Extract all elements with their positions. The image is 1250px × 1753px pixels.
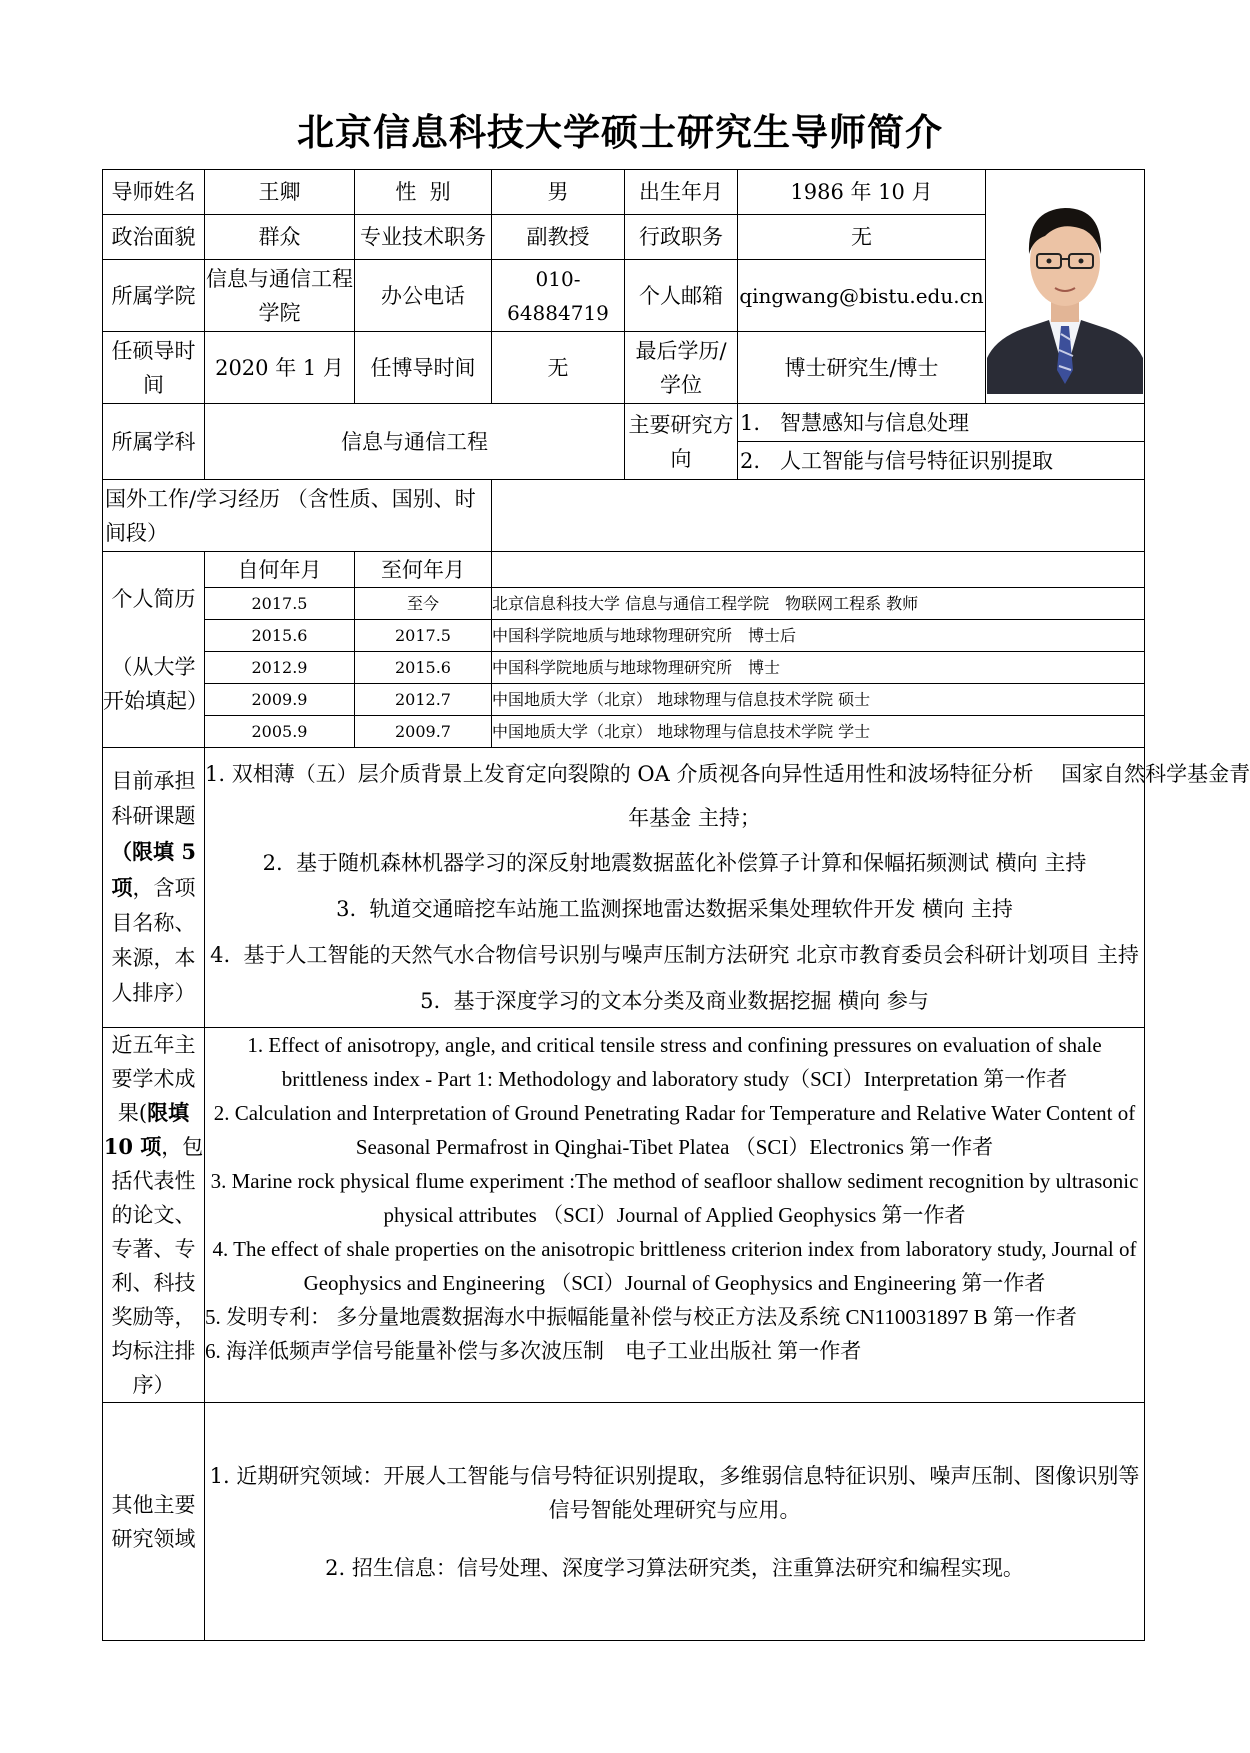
achievement-item: 2. Calculation and Interpretation of Ground Penetrating Radar for Temperature and Relative Water Content of Seasonal Permafrost in Qinghai-Tibet Platea （SCI）Electronics 第一作者 — [213, 1101, 1136, 1159]
achievement-item: 4. The effect of shale properties on the anisotropic brittleness criterion index from laboratory study, Journal of Geophysics and Engineering （SCI）Journal of Geophysics and Engineering 第一作者 — [212, 1237, 1137, 1295]
politics-label: 政治面貌 — [103, 215, 205, 260]
discipline-label: 所属学科 — [103, 404, 205, 480]
politics-value: 群众 — [205, 215, 355, 260]
prof-title-value: 副教授 — [492, 215, 625, 260]
achievement-item: 3. Marine rock physical flume experiment :The method of seafloor shallow sediment recognition by ultrasonic physical attributes （SCI）Journal of Applied Geophysics 第一作者 — [210, 1169, 1139, 1227]
resume-desc: 中国地质大学（北京） 地球物理与信息技术学院 学士 — [492, 716, 1145, 748]
discipline-value: 信息与通信工程 — [205, 404, 625, 480]
projects-label-limit: （限填 5 项 — [111, 839, 196, 900]
resume-from: 2009.9 — [205, 684, 355, 716]
name-label: 导师姓名 — [103, 170, 205, 215]
resume-from: 2015.6 — [205, 620, 355, 652]
projects-list — [205, 748, 1250, 1028]
resume-desc: 中国地质大学（北京） 地球物理与信息技术学院 硕士 — [492, 684, 1145, 716]
achievement-item: 1. Effect of anisotropy, angle, and critical tensile stress and confining pressures on evaluation of shale brittleness index - Part 1: Methodology and laboratory study（SCI）Interpretation 第一作者 — [247, 1033, 1102, 1091]
birth-value: 1986 年 10 月 — [738, 170, 986, 215]
resume-to: 2009.7 — [355, 716, 492, 748]
resume-label — [103, 552, 208, 748]
resume-desc: 中国科学院地质与地球物理研究所 博士 — [492, 652, 1145, 684]
abroad-value — [492, 480, 1145, 552]
other-item: 1. 近期研究领域：开展人工智能与信号特征识别提取，多维弱信息特征识别、噪声压制、图像识别等信号智能处理研究与应用。 — [209, 1463, 1140, 1522]
project-item: 4. 基于人工智能的天然气水合物信号识别与噪声压制方法研究 北京市教育委员会科研计划项目 主持 — [210, 942, 1139, 967]
degree-value: 博士研究生/博士 — [738, 332, 986, 404]
college-value: 信息与通信工程学院 — [205, 260, 355, 332]
resume-to: 2012.7 — [355, 684, 492, 716]
phone-value: 010-64884719 — [492, 260, 625, 332]
other-item: 2. 招生信息：信号处理、深度学习算法研究类，注重算法研究和编程实现。 — [325, 1555, 1024, 1580]
resume-to: 至今 — [355, 588, 492, 620]
project-item: 5. 基于深度学习的文本分类及商业数据挖掘 横向 参与 — [420, 988, 929, 1013]
resume-from: 2005.9 — [205, 716, 355, 748]
master-time-value: 2020 年 1 月 — [205, 332, 355, 404]
achievements-list — [205, 1028, 1145, 1403]
direction-item-2: 2. 人工智能与信号特征识别提取 — [738, 442, 1145, 480]
achievements-label — [103, 1028, 205, 1403]
other-list — [205, 1403, 1145, 1641]
resume-desc: 北京信息科技大学 信息与通信工程学院 物联网工程系 教师 — [492, 588, 1145, 620]
achievement-item: 6. 海洋低频声学信号能量补偿与多次波压制 电子工业出版社 第一作者 — [205, 1339, 862, 1363]
email-value: qingwang@bistu.edu.cn — [738, 260, 986, 332]
name-value: 王卿 — [205, 170, 355, 215]
master-time-label: 任硕导时间 — [103, 332, 205, 404]
gender-value: 男 — [492, 170, 625, 215]
project-item: 2. 基于随机森林机器学习的深反射地震数据蓝化补偿算子计算和保幅拓频测试 横向 主持 — [262, 850, 1087, 875]
page-title: 北京信息科技大学硕士研究生导师简介 — [297, 110, 943, 154]
resume-label-main: 个人简历 — [111, 586, 196, 611]
project-item: 3. 轨道交通暗挖车站施工监测探地雷达数据采集处理软件开发 横向 主持 — [336, 896, 1013, 921]
profile-form-table — [102, 169, 1250, 1641]
direction-item-1: 1. 智慧感知与信息处理 — [738, 404, 1145, 442]
resume-label-sub: （从大学开始填起） — [103, 654, 208, 713]
achievement-item: 5. 发明专利： 多分量地震数据海水中振幅能量补偿与校正方法及系统 CN110031897 B 第一作者 — [205, 1305, 1077, 1329]
project-item-cont: 年基金 主持； — [628, 805, 761, 830]
resume-from: 2012.9 — [205, 652, 355, 684]
resume-from-header: 自何年月 — [205, 552, 355, 588]
admin-value: 无 — [738, 215, 986, 260]
phone-label: 办公电话 — [355, 260, 492, 332]
birth-label: 出生年月 — [625, 170, 738, 215]
abroad-label: 国外工作/学习经历 （含性质、国别、时间段） — [103, 480, 492, 552]
photo-cell — [986, 170, 1145, 404]
achievements-label-note: ，包括代表性的论文、专著、专利、科技奖励等，均标注排序） — [111, 1135, 204, 1397]
projects-label-main: 目前承担科研课题 — [111, 769, 196, 828]
phd-time-label: 任博导时间 — [355, 332, 492, 404]
admin-label: 行政职务 — [625, 215, 738, 260]
prof-title-label: 专业技术职务 — [355, 215, 492, 260]
resume-to: 2015.6 — [355, 652, 492, 684]
resume-from: 2017.5 — [205, 588, 355, 620]
resume-desc-header — [492, 552, 1145, 588]
resume-to: 2017.5 — [355, 620, 492, 652]
degree-label: 最后学历/学位 — [625, 332, 738, 404]
other-label: 其他主要研究领域 — [103, 1403, 205, 1641]
portrait-photo — [987, 170, 1143, 394]
project-item: 1. 双相薄（五）层介质背景上发育定向裂隙的 OA 介质视各向异性适用性和波场特征分析 国家自然科学基金青 — [205, 761, 1250, 786]
resume-to-header: 至何年月 — [355, 552, 492, 588]
projects-label — [103, 748, 205, 1028]
phd-time-value: 无 — [492, 332, 625, 404]
gender-label: 性 别 — [355, 170, 492, 215]
direction-label: 主要研究方向 — [625, 404, 738, 480]
achievements-label-limit: 限填 10 项 — [103, 1100, 190, 1159]
resume-desc: 中国科学院地质与地球物理研究所 博士后 — [492, 620, 1145, 652]
college-label: 所属学院 — [103, 260, 205, 332]
projects-label-note: ，含项目名称、来源，本人排序） — [111, 876, 196, 1005]
email-label: 个人邮箱 — [625, 260, 738, 332]
achievements-label-main: 近五年主要学术成果( — [111, 1033, 196, 1125]
